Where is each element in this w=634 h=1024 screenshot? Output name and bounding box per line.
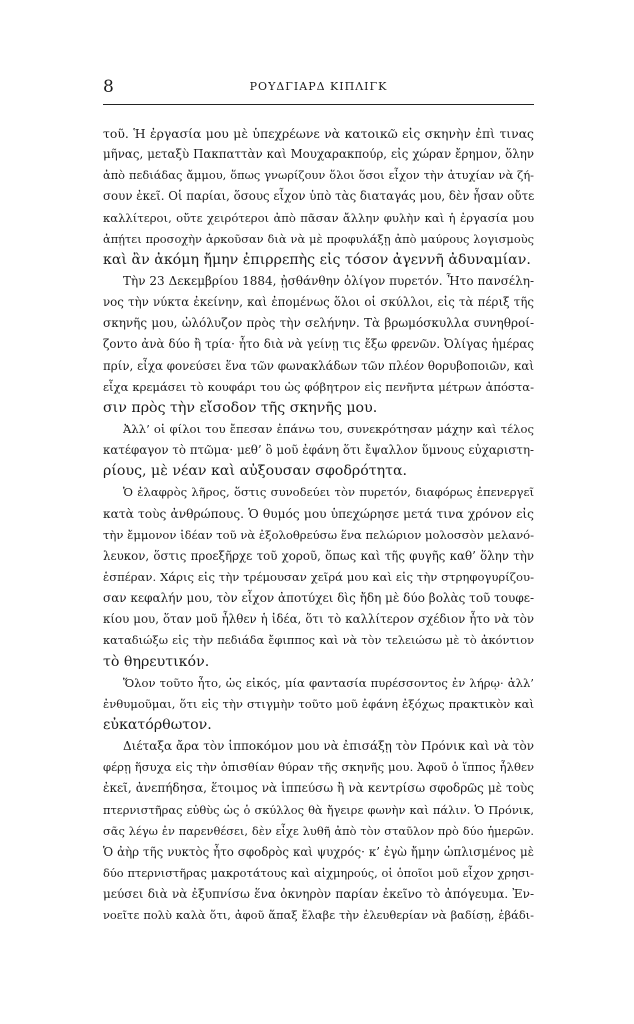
text-line: ἐκεῖ, ἀνεπήδησα, ἕτοιμος νὰ ἱππεύσω ἢ νὰ κεντρίσω σφοδρῶς μὲ τοὺς — [103, 781, 534, 796]
text-line: καλλίτεροι, οὔτε χειρότεροι ἀπὸ πᾶσαν ἄλλην φυλὴν καὶ ἡ ἐργασία μου — [103, 210, 534, 225]
text-line: Τὴν 23 Δεκεμβρίου 1884, ᾐσθάνθην ὀλίγον πυρετόν. Ἦτο πανσέλη- — [123, 273, 534, 288]
text-line: Ὅλον τοῦτο ἦτο, ὡς εἰκός, μία φαντασία πυρέσσοντος ἐν λήρῳ· ἀλλ’ — [123, 675, 534, 690]
text-line: Ὁ ἀὴρ τῆς νυκτὸς ἦτο σφοδρὸς καὶ ψυχρός· κ’ ἐγὼ ἤμην ὡπλισμένος μὲ — [103, 844, 534, 859]
text-line: δύο πτερνιστῆρας μακροτάτους καὶ αἰχμηρούς, οἱ ὁποῖοι μοῦ εἶχον χρησι- — [103, 865, 534, 880]
text-line: σουν ἐκεῖ. Οἱ παρίαι, ὅσους εἶχον ὑπὸ τὰς διαταγάς μου, δὲν ἦσαν οὔτε — [103, 189, 534, 204]
text-line: πρίν, εἶχα φονεύσει ἕνα τῶν φωνακλάδων τῶν πλέον θορυβοποιῶν, καὶ — [103, 358, 534, 373]
text-line: ἀπὸ πεδιάδας ἄμμου, ὅπως γνωρίζουν ὅλοι ὅσοι εἶχον τὴν ἀτυχίαν νὰ ζή- — [103, 168, 534, 183]
text-line: κίου μου, ὅταν μοῦ ἦλθεν ἡ ἰδέα, ὅτι τὸ καλλίτερον σχέδιον ἦτο νὰ τὸν — [103, 612, 534, 627]
text-line: μεύσει διὰ νὰ ἐξυπνίσω ἕνα ὀκνηρὸν παρίαν ἐκεῖνο τὸ ἀπόγευμα. Ἐν- — [103, 887, 534, 902]
running-head: ΡΟΥΔΓΙΑΡΔ ΚΙΠΛΙΓΚ — [249, 80, 388, 93]
text-line: φέρῃ ἥσυχα εἰς τὴν ὀπισθίαν θύραν τῆς σκηνῆς μου. Ἀφοῦ ὁ ἵππος ἦλθεν — [103, 760, 534, 775]
text-line: Ὁ ἐλαφρὸς λῆρος, ὅστις συνοδεύει τὸν πυρετόν, διαφόρως ἐπενεργεῖ — [123, 485, 534, 500]
text-line: νος τὴν νύκτα ἐκείνην, καὶ ἐπομένως ὅλοι οἱ σκύλλοι, εἰς τὰ πέριξ τῆς — [103, 295, 534, 310]
text-line: κατὰ τοὺς ἀνθρώπους. Ὁ θυμός μου ὑπεχώρησε μετά τινα χρόνον εἰς — [103, 506, 534, 521]
text-line: καὶ ἂν ἀκόμη ἤμην ἐπιρρεπὴς εἰς τόσον ἀγεννῆ ἀδυναμίαν. — [103, 251, 531, 268]
body-text — [103, 123, 534, 926]
text-line: σαν κεφαλήν μου, τὸν εἶχον ἀποτύχει δὶς ἤδη μὲ δύο βολὰς τοῦ τουφε- — [103, 591, 534, 606]
page-header — [103, 74, 534, 100]
text-line: τὸ θηρευτικόν. — [103, 653, 210, 670]
text-line: ἀπῄτει προσοχὴν ἀρκοῦσαν διὰ νὰ μὲ προφυλάξῃ ἀπὸ μαύρους λογισμοὺς — [103, 231, 534, 246]
text-line: ἑσπέραν. Χάρις εἰς τὴν τρέμουσαν χεῖρά μου καὶ εἰς τὴν στρηφογυρίζου- — [103, 569, 534, 584]
text-line: κατέφαγον τὸ πτῶμα· μεθ’ ὃ μοῦ ἐφάνη ὅτι ἔψαλλον ὕμνους εὐχαριστη- — [103, 443, 534, 458]
text-line: μῆνας, μεταξὺ Πακπαττὰν καὶ Μουχαρακπούρ, εἰς χώραν ἔρημον, ὅλην — [103, 147, 534, 162]
text-line: Ἀλλ’ οἱ φίλοι του ἔπεσαν ἐπάνω του, συνεκρότησαν μάχην καὶ τέλος — [123, 421, 534, 436]
text-line: σκηνῆς μου, ὠλόλυζον πρὸς τὴν σελήνην. Τὰ βρωμόσκυλλα συνηθροί- — [103, 316, 534, 331]
text-line: τὴν ἔμμονον ἰδέαν τοῦ νὰ ἐξολοθρεύσω ἕνα πελώριον μολοσσὸν μελανό- — [103, 527, 534, 542]
text-line: σᾶς λέγω ἐν παρενθέσει, δὲν εἶχε λυθῆ ἀπὸ τὸν σταῦλον πρὸ δύο ἡμερῶν. — [103, 823, 534, 838]
text-line: Διέταξα ἄρα τὸν ἱπποκόμον μου νὰ ἐπισάξῃ τὸν Πρόνικ καὶ νὰ τὸν — [123, 739, 534, 754]
text-line: καταδιώξω εἰς τὴν πεδιάδα ἔφιππος καὶ νὰ τὸν τελειώσω μὲ τὸ ἀκόντιον — [103, 633, 534, 648]
text-line: νοεῖτε πολὺ καλὰ ὅτι, ἀφοῦ ἅπαξ ἔλαβε τὴν ἐλευθερίαν νὰ βαδίσῃ, ἐβάδι- — [103, 908, 534, 923]
header-rule — [103, 104, 534, 105]
text-line: εὐκατόρθωτον. — [103, 716, 212, 733]
text-line: σιν πρὸς τὴν εἴσοδον τῆς σκηνῆς μου. — [103, 399, 378, 416]
text-line: ρίους, μὲ νέαν καὶ αὐξουσαν σφοδρότητα. — [103, 463, 408, 480]
text-line: εἶχα κρεμάσει τὸ κουφάρι του ὡς φόβητρον εἰς πενῆντα μέτρων ἀπόστα- — [103, 379, 534, 394]
text-line: λευκον, ὅστις προεξῆρχε τοῦ χοροῦ, ὅπως καὶ τῆς φυγῆς καθ’ ὅλην τὴν — [103, 548, 534, 563]
text-line: ἐνθυμοῦμαι, ὅτι εἰς τὴν στιγμὴν τοῦτο μοῦ ἐφάνη ἐξόχως πρακτικὸν καὶ — [103, 696, 534, 711]
text-line: πτερνιστῆρας εὐθὺς ὡς ὁ σκύλλος θὰ ἤγειρε φωνὴν καὶ πάλιν. Ὁ Πρόνικ, — [103, 802, 534, 817]
text-line: τοῦ. Ἡ ἐργασία μου μὲ ὑπεχρέωνε νὰ κατοικῶ εἰς σκηνὴν ἐπὶ τινας — [103, 126, 534, 141]
text-line: ζοντο ἀνὰ δύο ἢ τρία· ἦτο διὰ νὰ γείνῃ τις ἔξω φρενῶν. Ὀλίγας ἡμέρας — [103, 337, 534, 352]
page-number: 8 — [103, 77, 114, 97]
